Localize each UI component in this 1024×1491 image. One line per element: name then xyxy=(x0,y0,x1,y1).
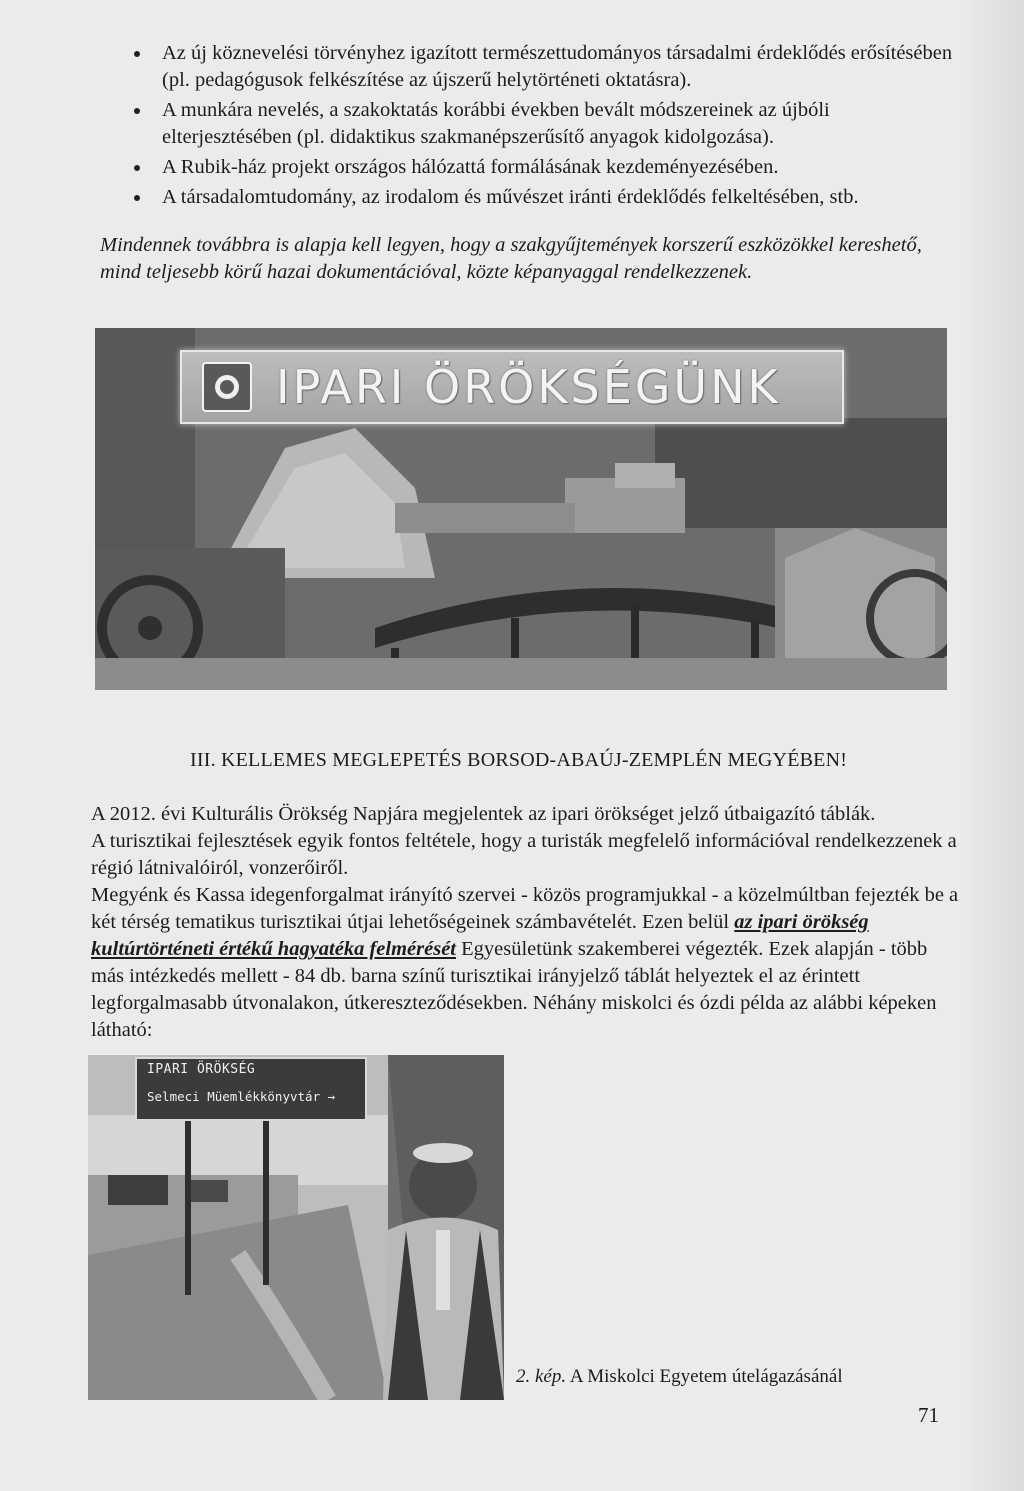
bullet-item xyxy=(132,184,962,211)
bullet-text: A Rubik-ház projekt országos hálózattá formálásának kezdeményezésében. xyxy=(162,156,779,178)
paragraph-3 xyxy=(91,882,964,1044)
paragraph-3-start: Megyénk és Kassa idegenforgalmat irányító szervei - közös programjukkal - a közelmúltban fejezték be a két térség tematikus turisztikai útjai lehetőségeinek számbavételét. Ezen belül xyxy=(91,884,959,933)
body-text xyxy=(91,801,964,1044)
bullet-text: A társadalomtudomány, az irodalom és művészet iránti érdeklődés felkeltésében, stb. xyxy=(162,186,859,208)
bullet-dot-icon xyxy=(134,51,140,57)
page-number: 71 xyxy=(918,1403,939,1427)
bullet-dot-icon xyxy=(134,108,140,114)
heritage-logo-icon xyxy=(202,362,252,412)
page-edge-shadow xyxy=(964,0,1024,1491)
section-heading: III. KELLEMES MEGLEPETÉS BORSOD-ABAÚJ-ZEMPLÉN MEGYÉBEN! xyxy=(190,749,848,771)
banner-text: IPARI ÖRÖKSÉGÜNK xyxy=(276,360,781,414)
bullet-dot-icon xyxy=(134,165,140,171)
bullet-text: A munkára nevelés, a szakoktatás korábbi években bevált módszereinek az újbóli elterjesztésében (pl. didaktikus szakmanépszerűsítő anyagok kidolgozása). xyxy=(162,99,830,148)
paragraph-3-emphasis: az ipari örökség kultúrtörténeti értékű hagyatéka felmérését xyxy=(91,911,869,960)
sign-bottom-text: Selmeci Müemlékkönyvtár → xyxy=(147,1089,336,1104)
bullet-list xyxy=(132,40,962,214)
photo-caption xyxy=(516,1366,843,1388)
brown-tourist-sign xyxy=(135,1057,367,1121)
paragraph-1: A 2012. évi Kulturális Örökség Napjára megjelentek az ipari örökséget jelző útbaigazító táblák. xyxy=(91,803,876,825)
industrial-heritage-photo xyxy=(95,328,947,690)
bullet-item xyxy=(132,40,962,94)
caption-text: A Miskolci Egyetem útelágazásánál xyxy=(566,1366,843,1387)
paragraph-3-end: Egyesületünk szakemberei végezték. Ezek alapján - több más intézkedés mellett - 84 db. barna színű turisztikai irányjelző táblát helyeztek el az érintett legforgalmasabb útvonalakon, útkereszteződésekben. Néhány miskolci és ózdi példa az alábbi képeken látható: xyxy=(91,938,937,1041)
caption-label: 2. kép. xyxy=(516,1366,567,1387)
bullet-item xyxy=(132,97,962,151)
sign-top-text: IPARI ÖRÖKSÉG xyxy=(147,1062,256,1077)
bullet-dot-icon xyxy=(134,195,140,201)
bullet-item xyxy=(132,154,962,181)
ipari-oroksegunk-sign xyxy=(180,350,844,424)
paragraph-2: A turisztikai fejlesztések egyik fontos feltétele, hogy a turisták megfelelő információval rendelkezzenek a régió látnivalóiról, vonzerőiről. xyxy=(91,830,957,879)
miskolc-sign-photo xyxy=(88,1055,504,1400)
intro-italic-paragraph: Mindennek továbbra is alapja kell legyen, hogy a szakgyűjtemények korszerű eszközökkel kereshető, mind teljesebb körű hazai dokumentációval, közte képanyaggal rendelkezzenek. xyxy=(100,234,922,283)
bullet-text: Az új köznevelési törvényhez igazított természettudományos társadalmi érdeklődés erősítésében (pl. pedagógusok felkészítése az újszerű helytörténeti oktatásra). xyxy=(162,42,953,91)
